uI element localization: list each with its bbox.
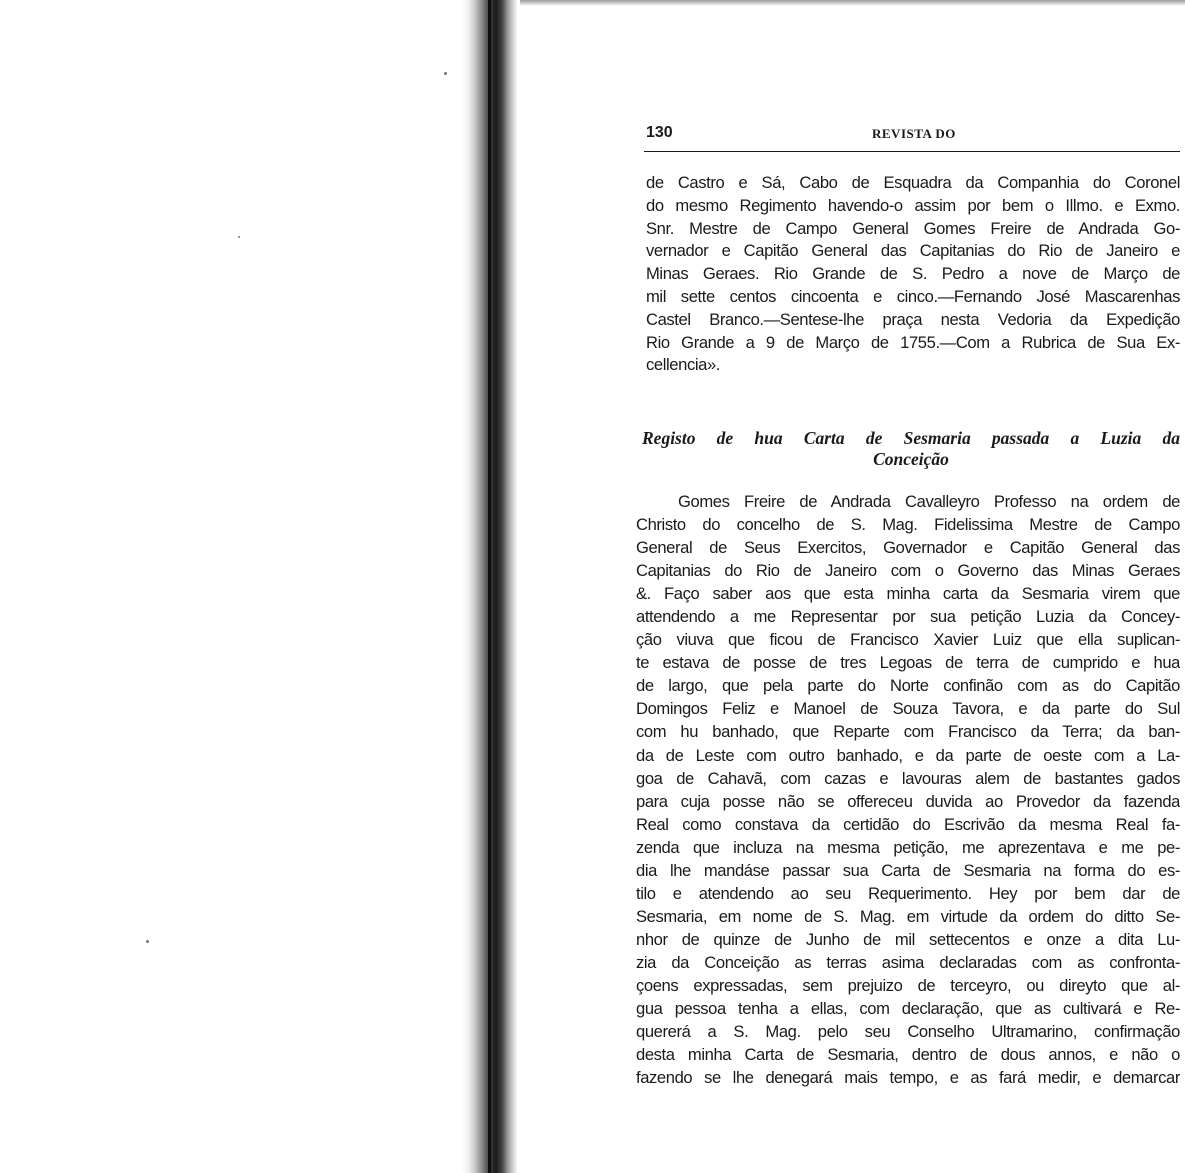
text-line: cellencia». [646,355,721,375]
text-line: mil sette centos cincoenta e cinco.—Fernando José Mascarenhas [646,286,1180,306]
text-line: de largo, que pela parte do Norte confinão com as do Capitão [636,676,1180,696]
text-line: te estava de posse de tres Legoas de terra de cumprido e hua [636,653,1180,673]
paper-speck [238,236,240,238]
text-line: Gomes Freire de Andrada Cavalleyro Professo na ordem de [678,492,1180,511]
page-top-edge [520,0,1185,6]
text-line: Minas Geraes. Rio Grande de S. Pedro a nove de Março de [646,264,1180,284]
text-line: da de Leste com outro banhado, e da parte de oeste com a La- [636,745,1180,765]
page-number: 130 [646,124,673,141]
text-line: Rio Grande a 9 de Março de 1755.—Com a Rubrica de Sua Ex- [646,332,1180,352]
text-line: &. Faço saber aos que esta minha carta da Sesmaria virem que [636,584,1180,604]
text-line: goa de Cahavã, com cazas e lavouras alem de bastantes gados [636,768,1180,788]
section-title-line: Conceição [873,449,949,469]
text-line: çoens expressadas, sem prejuizo de terceyro, ou direyto que al- [636,975,1180,995]
text-line: zia da Conceição as terras asima declaradas com as confronta- [636,952,1180,972]
text-line: gua pessoa tenha a ellas, com declaração, que as cultivará e Re- [636,999,1180,1019]
gutter-shadow [488,0,491,1173]
text-line: desta minha Carta de Sesmaria, dentro de dous annos, e não o [636,1045,1180,1065]
text-line: ção viuva que ficou de Francisco Xavier Luiz que ella suplican- [636,630,1180,650]
paragraph-1 [646,172,1180,377]
paragraph-2 [636,490,1180,1089]
section-title [642,428,1180,470]
header-rule [644,151,1180,152]
section-title-line: Registo de hua Carta de Sesmaria passada a Luzia da [642,428,1180,448]
text-line: fazendo se lhe denegará mais tempo, e as fará medir, e demarcar [636,1068,1180,1088]
text-line: Snr. Mestre de Campo General Gomes Freire de Andrada Go- [646,218,1180,238]
text-line: zenda que incluza na mesma petição, me aprezentava e me pe- [636,837,1180,857]
text-line: tilo e atendendo ao seu Requerimento. Hey por bem dar de [636,883,1180,903]
text-line: Christo do concelho de S. Mag. Fidelissima Mestre de Campo [636,515,1180,535]
text-line: General de Seus Exercitos, Governador e Capitão General das [636,538,1180,558]
text-line: do mesmo Regimento havendo-o assim por bem o Illmo. e Exmo. [646,195,1180,215]
paper-speck [146,940,149,943]
text-line: dia lhe mandáse passar sua Carta de Sesmaria na forma do es- [636,860,1180,880]
paper-speck [444,72,447,75]
blank-left-page [0,0,465,1173]
text-line: nhor de quinze de Junho de mil settecentos e onze a dita Lu- [636,929,1180,949]
running-head [636,120,1180,146]
text-line: vernador e Capitão General das Capitanias do Rio de Janeiro e [646,241,1180,261]
text-line: para cuja posse não se offereceu duvida ao Provedor da fazenda [636,791,1180,811]
text-line: Capitanias do Rio de Janeiro com o Governo das Minas Geraes [636,561,1180,581]
text-line: quererá a S. Mag. pelo seu Conselho Ultramarino, confirmação [636,1022,1180,1042]
text-line: Sesmaria, em nome de S. Mag. em virtude da ordem do ditto Se- [636,906,1180,926]
text-line: Castel Branco.—Sentese-lhe praça nesta Vedoria da Expedição [646,309,1180,329]
journal-title: REVISTA DO [872,126,956,141]
text-line: Real como constava da certidão do Escrivão da mesma Real fa- [636,814,1180,834]
text-line: de Castro e Sá, Cabo de Esquadra da Companhia do Coronel [646,173,1180,192]
text-line: Domingos Feliz e Manoel de Souza Tavora, e da parte do Sul [636,699,1180,719]
text-line: com hu banhado, que Reparte com Francisco da Terra; da ban- [636,722,1180,742]
right-page [636,120,1180,1088]
text-line: attendendo a me Representar por sua petição Luzia da Concey- [636,607,1180,627]
